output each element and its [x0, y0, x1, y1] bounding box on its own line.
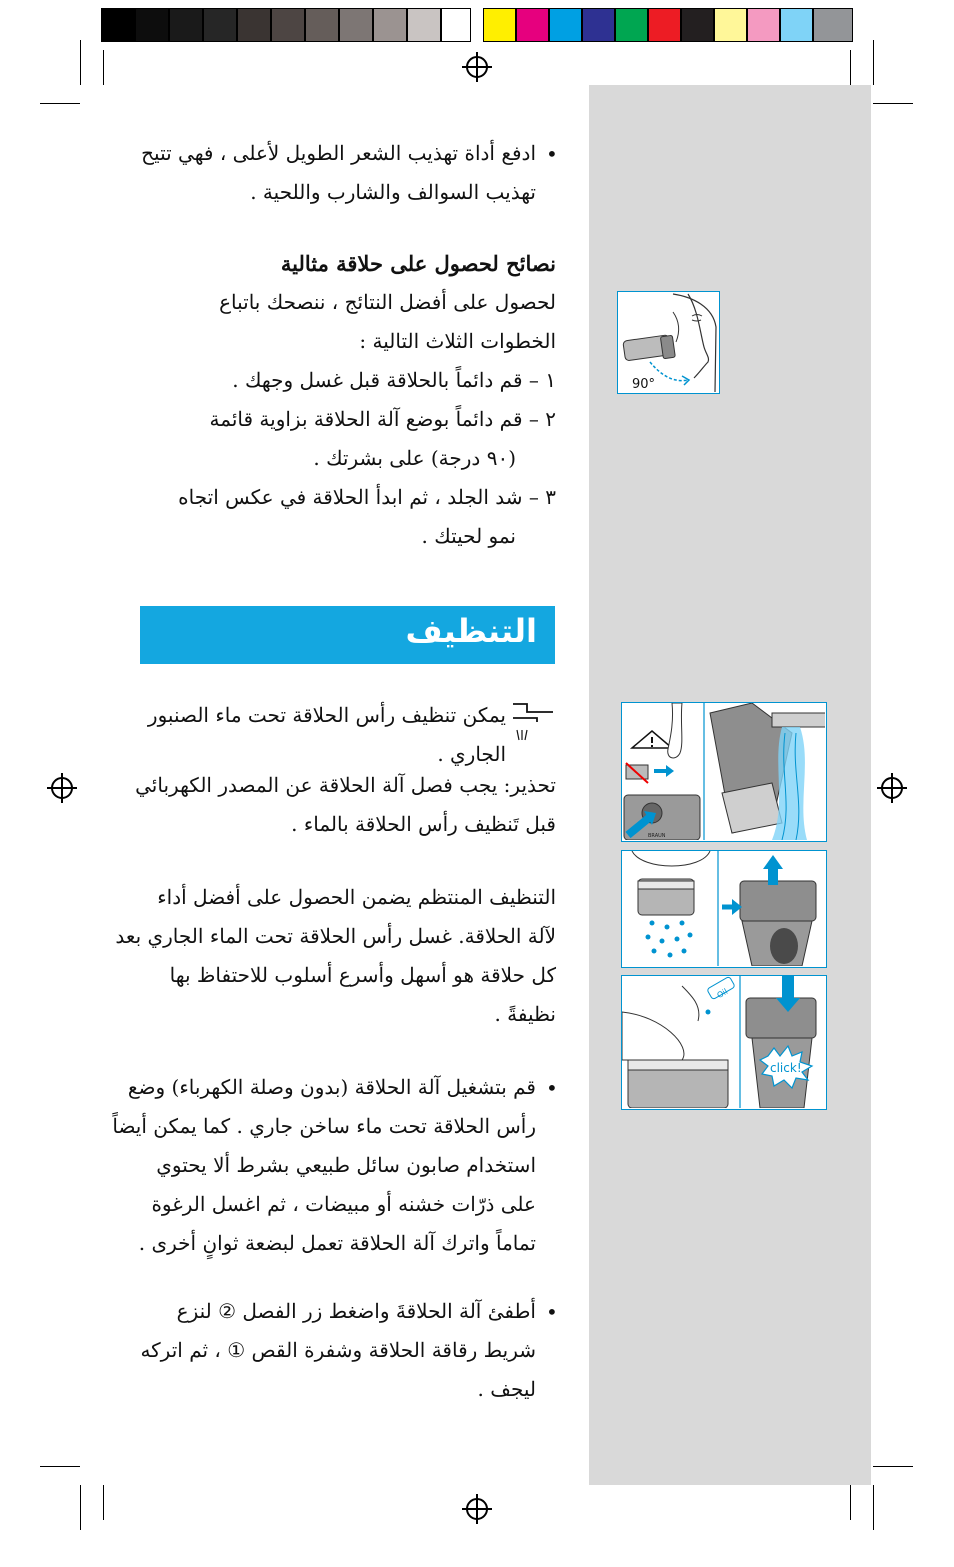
gray-swatch — [441, 8, 471, 42]
gray-swatch — [305, 8, 339, 42]
text-line: ليجف . — [477, 1377, 536, 1401]
tip-step-1: ١ – قم دائماً بالحلاقة قبل غسل وجهك . — [232, 368, 556, 392]
text-line: قم بتشغيل آلة الحلاقة (بدون وصلة الكهرباء) وضع — [127, 1075, 536, 1099]
click-label: click! — [770, 1061, 802, 1075]
gray-swatch — [169, 8, 203, 42]
text-line: لحصول على أفضل النتائج ، ننصحك باتباع — [219, 290, 556, 314]
tip-step-2: ٢ – قم دائماً بوضع آلة الحلاقة بزاوية قائمة — [209, 407, 556, 431]
oil-refit-figure — [621, 975, 827, 1110]
text-line: كل حلاقة هو أسهل وأسرع أسلوب للاحتفاظ بها — [169, 963, 556, 987]
tip-step-3: ٣ – شد الجلد ، ثم ابدأ الحلاقة في عكس اتجاه — [178, 485, 556, 509]
color-swatch — [549, 8, 582, 42]
text-line: رأس الحلاقة تحت ماء ساخن جاري . كما يمكن أيضاً — [112, 1114, 536, 1138]
text-line: تهذيب السوالف والشارب واللحية . — [250, 180, 536, 204]
cleaning-banner — [140, 606, 555, 664]
faucet-icon — [511, 698, 555, 744]
section-title: التنظيف — [405, 612, 537, 650]
tips-section — [116, 283, 556, 556]
text-line: على ذرّات خشنه أو مبيضات ، ثم اغسل الرغوة — [151, 1192, 536, 1216]
gray-swatch — [373, 8, 407, 42]
cleaning-bullet-2 — [106, 1292, 536, 1409]
color-swatch — [747, 8, 780, 42]
tips-heading: نصائح لحصول على حلاقة مثالية — [280, 251, 556, 276]
color-swatch — [483, 8, 516, 42]
remove-head-illustration — [622, 851, 825, 966]
gray-swatch — [135, 8, 169, 42]
color-swatch — [813, 8, 853, 42]
text-line: لآلة الحلاقة. غسل رأس الحلاقة تحت الماء الجاري بعد — [115, 924, 556, 948]
text-line: يمكن تنظيف رأس الحلاقة تحت ماء الصنبور — [147, 703, 506, 727]
text-line: أطفئ آلة الحلاقةَ واضغط زر الفصل ② لنزع — [176, 1299, 536, 1323]
color-swatch — [615, 8, 648, 42]
text-line: (٩٠ درجة) على بشرتك . — [313, 446, 516, 470]
gray-swatch — [339, 8, 373, 42]
rinse-paragraph — [106, 696, 506, 774]
text-line: قبل تَنظيف رأس الحلاقة بالماء . — [291, 812, 556, 836]
oil-label: Oil — [715, 986, 730, 1001]
color-swatch — [714, 8, 747, 42]
shaving-angle-figure — [617, 291, 720, 394]
remove-head-figure — [621, 850, 827, 968]
gray-swatch — [101, 8, 135, 42]
color-swatch — [582, 8, 615, 42]
color-swatch — [516, 8, 549, 42]
gray-swatch — [271, 8, 305, 42]
cleaning-bullet-1 — [106, 1068, 536, 1263]
registration-mark — [881, 777, 903, 799]
intro-bullet-text — [106, 134, 536, 212]
text-line: تماماً واترك آلة الحلاقة تعمل لبضعة ثوانٍ أخرى . — [138, 1231, 536, 1255]
text-line: نمو لحيتك . — [421, 524, 516, 548]
gray-swatch — [237, 8, 271, 42]
regular-cleaning-paragraph — [106, 878, 556, 1034]
color-swatch — [681, 8, 714, 42]
warning-paragraph — [106, 766, 556, 844]
text-line: تحذير: يجب فصل آلة الحلاقة عن المصدر الكهربائي — [135, 773, 556, 797]
text-line: الجاري . — [437, 742, 506, 766]
registration-mark — [51, 777, 73, 799]
gray-swatch — [203, 8, 237, 42]
rinse-figure — [621, 702, 827, 842]
text-line: شريط رقاقة الحلاقة وشفرة القص ① ، ثم اتركه — [140, 1338, 536, 1362]
face-shaving-illustration — [618, 292, 718, 392]
gray-swatch — [407, 8, 441, 42]
brand-label: BRAUN — [648, 833, 666, 839]
angle-label: 90° — [632, 377, 656, 392]
text-line: التنظيف المنتظم يضمن الحصول على أفضل أداء — [157, 885, 556, 909]
rinse-illustration — [622, 703, 825, 840]
color-swatch — [648, 8, 681, 42]
registration-mark — [466, 1498, 488, 1520]
bullet-marker: • — [546, 1076, 558, 1100]
oil-refit-illustration — [622, 976, 825, 1108]
text-line: نظيفةً . — [494, 1002, 556, 1026]
text-line: استخدام صابون سائل طبيعي بشرط ألا يحتوي — [156, 1153, 536, 1177]
color-swatch — [780, 8, 813, 42]
text-line: الخطوات الثلاث التالية : — [359, 329, 556, 353]
bullet-marker: • — [546, 142, 558, 166]
text-line: ادفع أداة تهذيب الشعر الطويل لأعلى ، فهي تتيح — [141, 141, 536, 165]
bullet-marker: • — [546, 1300, 558, 1324]
registration-mark — [466, 56, 488, 78]
